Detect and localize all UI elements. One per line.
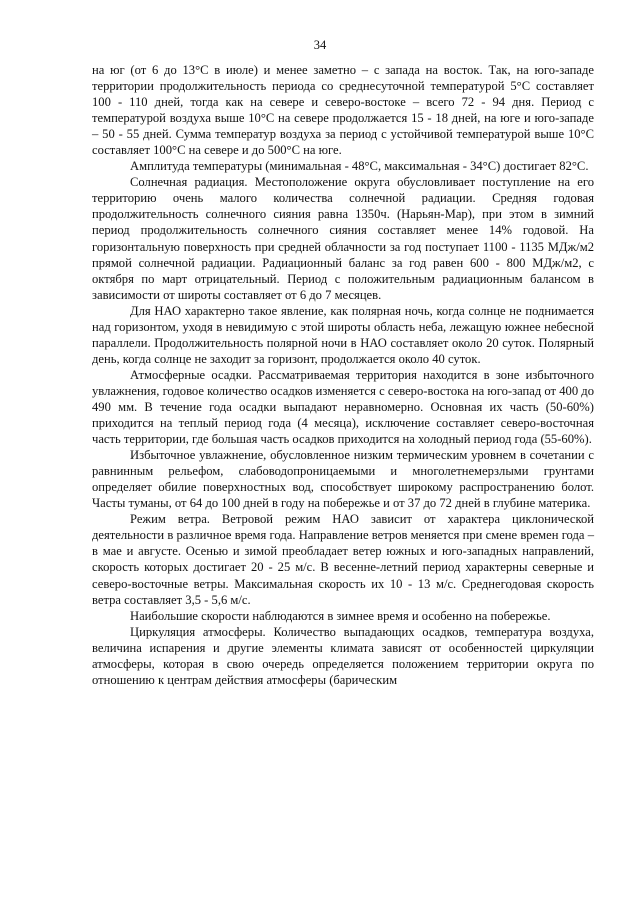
paragraph-solar-radiation: Солнечная радиация. Местоположение округа обусловливает поступление на его территорию очень малого количества солнечной радиации. Средняя годовая продолжительность солнечного сияния равна 1350ч. (Нарьян-Мар), при этом в зимний период продолжительность солнечного сияния составляет менее 14% годовой. На горизонтальную поверхность при средней облачности за год поступает 1100 - 1135 МДж/м2 прямой солнечной радиации. Радиационный баланс за год равен 600 - 800 МДж/м2, с октября по март отрицательный. Период с положительным радиационным балансом в зависимости от широты составляет от 6 до 7 месяцев. bbox=[92, 175, 594, 302]
paragraph-temperature-continued: на юг (от 6 до 13°С в июле) и менее заметно – с запада на восток. Так, на юго-западе территории продолжительность периода со среднесуточной температурой 5°С составляет 100 - 110 дней, тогда как на севере и северо-востоке – всего 72 - 94 дня. Период с температурой воздуха выше 10°С на севере продолжается 15 - 18 дней, на юге и юго-западе – 50 - 55 дней. Сумма температур воздуха за период с устойчивой температурой выше 10°С составляет 100°С на севере и до 500°С на юге. bbox=[92, 63, 594, 158]
paragraph-wind-regime: Режим ветра. Ветровой режим НАО зависит от характера циклонической деятельности в различное время года. Направление ветров меняется при смене времен года – в мае и августе. Осенью и зимой преобладает ветер южных и юго-западных направлений, скорость которых достигает 20 - 25 м/с. В весенне-летний период характерны северные и северо-восточные ветры. Максимальная скорость их 10 - 13 м/с. Среднегодовая скорость ветра составляет 3,5 - 5,6 м/с. bbox=[92, 512, 594, 607]
paragraph-temperature-amplitude: Амплитуда температуры (минимальная - 48°С, максимальная - 34°С) достигает 82°С. bbox=[130, 159, 589, 174]
paragraph-polar-night: Для НАО характерно такое явление, как полярная ночь, когда солнце не поднимается над горизонтом, уходя в невидимую с этой широты область неба, лежащую южнее небесной параллели. Продолжительность полярной ночи в НАО составляет около 20 суток. Полярный день, когда солнце не заходит за горизонт, продолжается около 40 суток. bbox=[92, 303, 594, 366]
paragraph-precipitation: Атмосферные осадки. Рассматриваемая территория находится в зоне избыточного увлажнения, годовое количество осадков изменяется с северо-востока на юго-запад от 400 до 490 мм. В течение года осадки выпадают неравномерно. Основная их часть (50-60%) приходится на теплый период года (4 месяца), исключение составляет северо-восточная часть территории, где большая часть осадков приходится на холодный период года (55-60%). bbox=[92, 367, 594, 447]
paragraph-atmospheric-circulation: Циркуляция атмосферы. Количество выпадающих осадков, температура воздуха, величина испарения и другие элементы климата зависят от особенностей циркуляции атмосферы, которая в свою очередь определяется положением территории округа по отношению к центрам действия атмосферы (барическим bbox=[92, 624, 594, 687]
paragraph-wind-max-speeds: Наибольшие скорости наблюдаются в зимнее время и особенно на побережье. bbox=[130, 608, 551, 623]
page-number: 34 bbox=[313, 38, 327, 52]
body-text bbox=[92, 62, 594, 688]
paragraph-excess-moisture: Избыточное увлажнение, обусловленное низким термическим уровнем в сочетании с равнинным рельефом, слабоводопроницаемыми и многолетнемерзлыми грунтами определяет обилие поверхностных вод, способствует широкому распространению болот. Часты туманы, от 64 до 100 дней в году на побережье и от 37 до 72 дней в глубине материка. bbox=[92, 448, 594, 511]
